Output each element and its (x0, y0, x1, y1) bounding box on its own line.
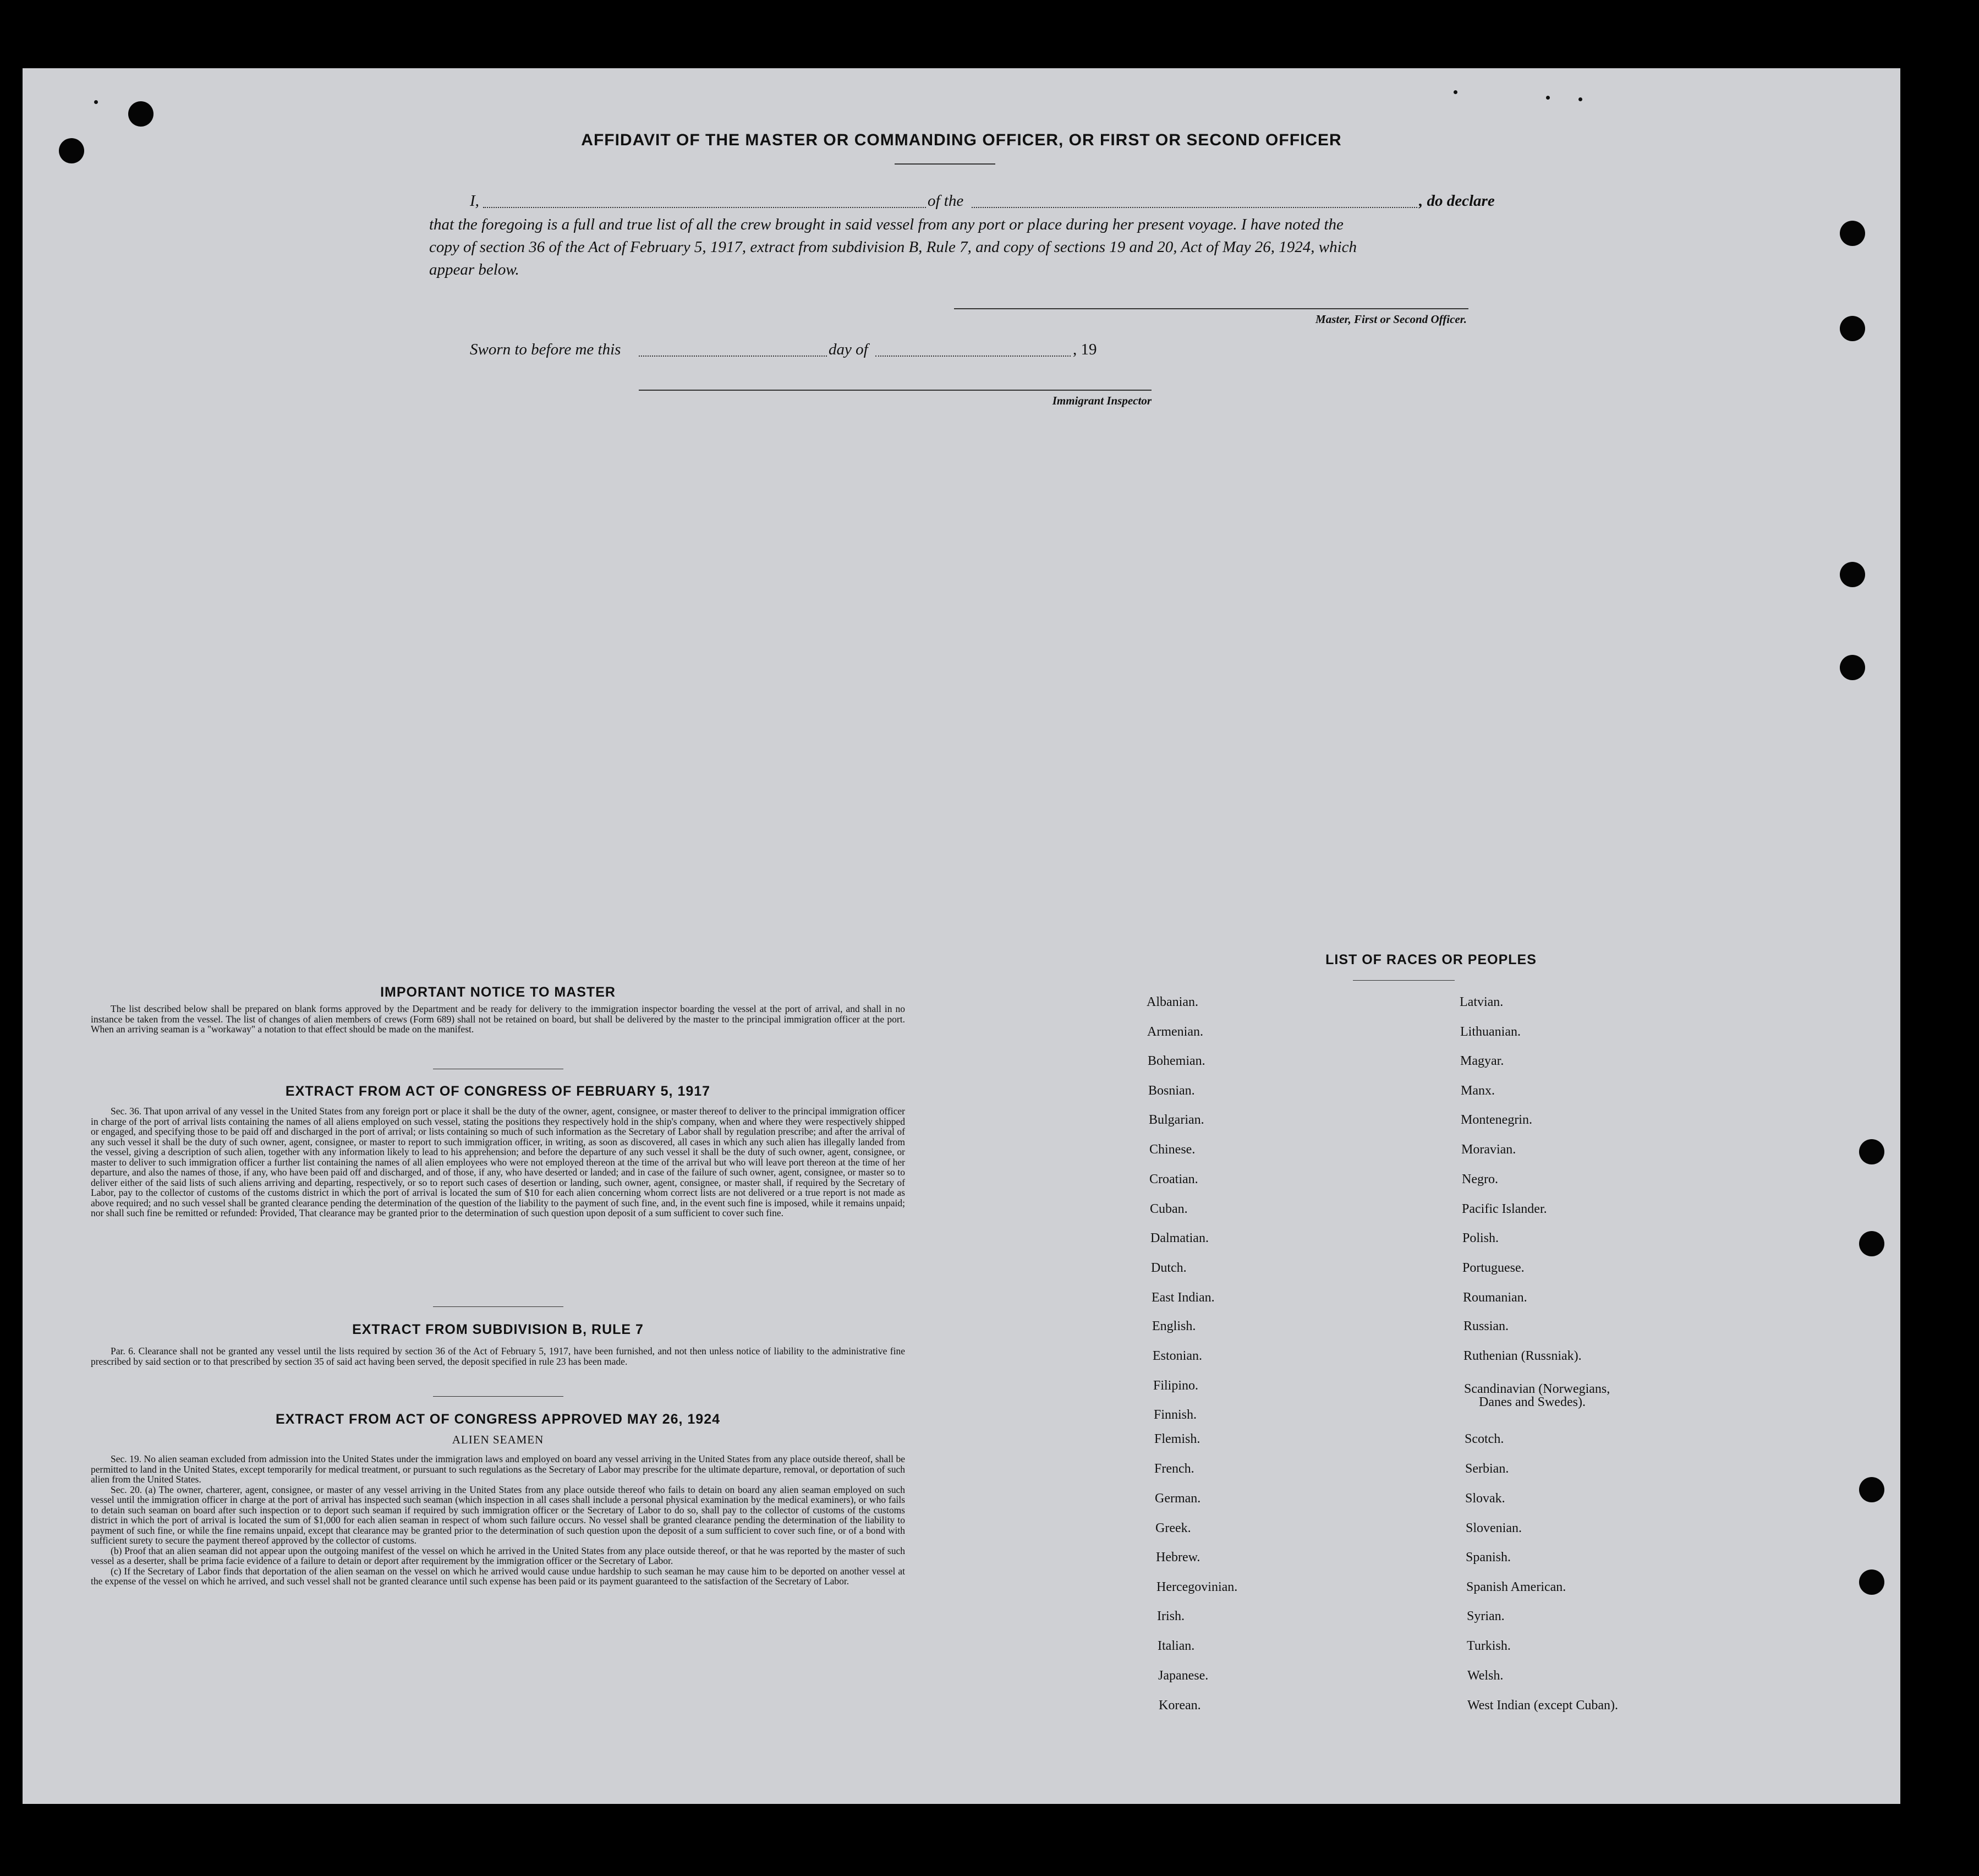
of-label: of the (928, 192, 964, 210)
notice-text (91, 1004, 905, 1035)
extract-1924-title: EXTRACT FROM ACT OF CONGRESS APPROVED MAY 26, 1924 (275, 1412, 721, 1427)
race-item: Bohemian. (1148, 1054, 1205, 1068)
notice-paragraph: The list described below shall be prepared on blank forms approved by the Department and be ready for delivery to the immigration inspector boarding the vessel at the port of arrival, and shall in no instance be taken from the vessel. The list of changes of alien members of crews (Form 689) shall not be retained on board, but shall be delivered by the master to the principal immigration officer at the port. When an arriving seaman is a "workaway" a notation to that effect should be made on the manifest. (91, 1003, 905, 1035)
extract-1917-title: EXTRACT FROM ACT OF CONGRESS OF FEBRUARY 5, 1917 (285, 1084, 711, 1099)
race-item: Flemish. (1154, 1432, 1200, 1446)
notice-title: IMPORTANT NOTICE TO MASTER (380, 985, 616, 1000)
race-item: Danes and Swedes). (1479, 1395, 1586, 1409)
race-item: Dalmatian. (1150, 1231, 1209, 1245)
sec-19-paragraph: Sec. 19. No alien seaman excluded from admission into the United States under the immigration laws and employed on board any vessel arriving in the United States from any place outside thereof, shall be permitted to land in the United States, except temporarily for medical treatment, or pursuant to such regulations as the Secretary of Labor may prescribe for the ultimate departure, removal, or deportation of such alien from the United States. (91, 1453, 905, 1485)
punch-hole (1840, 316, 1865, 341)
race-item: Lithuanian. (1460, 1025, 1521, 1039)
affidavit-title: AFFIDAVIT OF THE MASTER OR COMMANDING OFFICER, OR FIRST OR SECOND OFFICER (581, 131, 1342, 149)
affidavit-line-1 (470, 189, 1713, 212)
race-item: Scandinavian (Norwegians, (1464, 1382, 1610, 1396)
races-title: LIST OF RACES OR PEOPLES (1325, 952, 1537, 967)
race-item: Portuguese. (1462, 1261, 1525, 1275)
punch-hole (1840, 562, 1865, 587)
inspector-caption: Immigrant Inspector (1052, 394, 1152, 407)
race-item: Syrian. (1467, 1609, 1505, 1623)
race-item: Finnish. (1154, 1408, 1197, 1422)
inspector-signature-line[interactable] (639, 390, 1152, 391)
race-item: Montenegrin. (1461, 1113, 1532, 1127)
race-item: Manx. (1461, 1084, 1495, 1098)
race-item: Estonian. (1153, 1349, 1202, 1363)
race-item: Russian. (1463, 1319, 1509, 1333)
race-item: Ruthenian (Russniak). (1463, 1349, 1582, 1363)
race-item: Spanish. (1466, 1550, 1511, 1565)
race-item: Cuban. (1150, 1202, 1188, 1216)
race-item: Welsh. (1467, 1669, 1504, 1683)
day-of-label: day of (829, 341, 868, 358)
race-item: Turkish. (1467, 1639, 1511, 1653)
extract-1924-text (91, 1454, 905, 1587)
race-item: Greek. (1155, 1521, 1191, 1535)
punch-hole (1859, 1569, 1884, 1595)
speck (1454, 90, 1457, 94)
race-item: Roumanian. (1463, 1290, 1527, 1305)
race-item: Polish. (1462, 1231, 1499, 1245)
sec-20b-paragraph: (b) Proof that an alien seaman did not appear upon the outgoing manifest of the vessel on which he arrived in the United States from any place outside thereof, or that he was reported by the master of such vessel as a deserter, shall be prima facie evidence of a failure to detain or deport after requirement by the immigration officer or the Secretary of Labor. (91, 1545, 905, 1566)
punch-hole (1859, 1231, 1884, 1256)
sec-20c-paragraph: (c) If the Secretary of Labor finds that deportation of the alien seaman on the vessel on which he arrived would cause undue hardship to such seaman he may cause him to be deported on another vessel at the expense of the vessel on which he arrived, and such vessel shall not be granted clearance until such expense has been paid or its payment guaranteed to the satisfaction of the Secretary of Labor. (91, 1565, 905, 1587)
i-label: I, (470, 192, 479, 210)
race-item: Filipino. (1153, 1379, 1199, 1393)
punch-hole (1859, 1139, 1884, 1164)
par-6-paragraph: Par. 6. Clearance shall not be granted any vessel until the lists required by section 36 of the Act of February 5, 1917, have been furnished, and not then unless notice of liability to the administrative fine prescribed by said section or to that prescribed by section 35 of said act having been served, the deposit specified in rule 23 has been made. (91, 1346, 905, 1367)
name-field[interactable] (483, 207, 926, 208)
race-item: East Indian. (1152, 1290, 1215, 1305)
race-item: Dutch. (1151, 1261, 1187, 1275)
races-title-underline (1353, 980, 1455, 981)
affidavit-line-2: that the foregoing is a full and true list of all the crew brought in said vessel from any port or place during her present voyage. I have noted the (429, 216, 1344, 233)
race-item: Korean. (1159, 1698, 1201, 1713)
race-item: Hercegovinian. (1156, 1580, 1238, 1594)
speck (94, 100, 98, 104)
vessel-field[interactable] (972, 207, 1417, 208)
race-item: Scotch. (1465, 1432, 1504, 1446)
sworn-month-field[interactable] (875, 355, 1071, 357)
race-item: Slovak. (1465, 1491, 1505, 1506)
divider (433, 1306, 563, 1307)
race-item: Serbian. (1465, 1462, 1509, 1476)
extract-1917-text (91, 1106, 905, 1218)
race-item: Magyar. (1460, 1054, 1504, 1068)
rule-7-text (91, 1346, 905, 1366)
affidavit-line-3: copy of section 36 of the Act of February 5, 1917, extract from subdivision B, Rule 7, and copy of sections 19 and 20, Act of May 26, 1924, which (429, 238, 1357, 256)
punch-hole (128, 101, 154, 127)
race-item: Italian. (1158, 1639, 1195, 1653)
divider (433, 1396, 563, 1397)
race-item: Japanese. (1158, 1669, 1209, 1683)
race-item: Bosnian. (1148, 1084, 1195, 1098)
race-item: English. (1152, 1319, 1196, 1333)
master-signature-line[interactable] (954, 308, 1468, 309)
speck (1546, 96, 1550, 100)
race-item: Pacific Islander. (1462, 1202, 1547, 1216)
race-item: Moravian. (1461, 1142, 1516, 1157)
punch-hole (1859, 1477, 1884, 1502)
race-item: West Indian (except Cuban). (1467, 1698, 1618, 1713)
affidavit-line-4: appear below. (429, 261, 519, 278)
form-page (23, 68, 1900, 1804)
race-item: French. (1154, 1462, 1194, 1476)
master-caption: Master, First or Second Officer. (1315, 313, 1467, 326)
sworn-line (470, 338, 1185, 361)
sec-20a-paragraph: Sec. 20. (a) The owner, charterer, agent, consignee, or master of any vessel arriving in the United States from any place outside thereof who fails to detain on board any alien seaman employed on such vessel until the immigration officer in charge at the port of arrival has inspected such seaman (which inspection in all cases shall include a personal physical examination by the medical examiners), or who fails to detain such seaman on board after such inspection or to deport such seaman if required by such immigration officer or the Secretary of Labor to do so, shall pay to the collector of customs of the customs district in which the port of arrival is located the sum of $1,000 for each alien seaman in respect of whom such failure occurs. No vessel shall be granted clearance pending the determination of the liability to payment of such fine, or while the fine remains unpaid, except that clearance may be granted prior to the determination of such question upon the deposit of a sum sufficient to cover such fine, or of a bond with sufficient surety to secure the payment thereof approved by the collector of customs. (91, 1484, 905, 1546)
race-item: Albanian. (1147, 995, 1198, 1009)
race-item: Chinese. (1149, 1142, 1196, 1157)
punch-hole (1840, 221, 1865, 246)
sworn-day-field[interactable] (639, 355, 827, 357)
race-item: Negro. (1462, 1172, 1498, 1186)
race-item: Latvian. (1460, 995, 1504, 1009)
sec-36-paragraph: Sec. 36. That upon arrival of any vessel in the United States from any foreign port or place it shall be the duty of the owner, agent, consignee, or master thereof to deliver to the principal immigration officer in charge of the port of arrival lists containing the names of all aliens employed on such vessel, stating the positions they respectively hold in the ship's company, when and where they were respectively shipped or engaged, and specifying those to be paid off and discharged in the port of arrival; or lists containing so much of such information as the Secretary of Labor shall by regulation prescribe; and after the arrival of any such vessel it shall be the duty of such owner, agent, consignee, or master to report to such immigration officer, in writing, as soon as discovered, all cases in which any such alien has illegally landed from the vessel, giving a description of such alien, together with any information likely to lead to his apprehension; and before the departure of any such vessel it shall be the duty of such owner, agent, consignee, or master to deliver to such immigration officer a further list containing the names of all alien employees who were not employed thereon at the time of the arrival but who will leave port thereon at the time of her departure, and also the names of those, if any, who have been paid off and discharged, and of those, if any, who have deserted or landed; and in case of the failure of such owner, agent, consignee, or master so to deliver either of the said lists of such aliens arriving and departing, respectively, or so to report such cases of desertion or landing, such owner, agent, consignee, or master shall, if required by the Secretary of Labor, pay to the collector of customs of the customs district in which the port of arrival is located the sum of $10 for each alien concerning whom correct lists are not delivered or a true report is not made as above required; and no such vessel shall be granted clearance pending the determination of the question of the liability to the payment of such fine, and, in the event such fine is imposed, while it remains unpaid; nor shall such fine be remitted or refunded: Provided, That clearance may be granted prior to the determination of such question upon deposit of a sum sufficient to cover such fine. (91, 1106, 905, 1218)
race-item: Hebrew. (1156, 1550, 1200, 1565)
title-underline (895, 163, 995, 165)
rule-7-title: EXTRACT FROM SUBDIVISION B, RULE 7 (352, 1322, 644, 1337)
race-item: Spanish American. (1466, 1580, 1566, 1594)
speck (1578, 97, 1582, 101)
declare-label: , do declare (1419, 192, 1495, 210)
race-item: Croatian. (1149, 1172, 1198, 1186)
year-label: , 19 (1073, 341, 1097, 358)
race-item: Bulgarian. (1149, 1113, 1204, 1127)
punch-hole (1840, 655, 1865, 680)
race-item: Slovenian. (1466, 1521, 1522, 1535)
sworn-label: Sworn to before me this (470, 341, 621, 358)
alien-seamen-subtitle: ALIEN SEAMEN (452, 1433, 544, 1446)
race-item: German. (1155, 1491, 1201, 1506)
race-item: Irish. (1157, 1609, 1185, 1623)
race-item: Armenian. (1147, 1025, 1203, 1039)
